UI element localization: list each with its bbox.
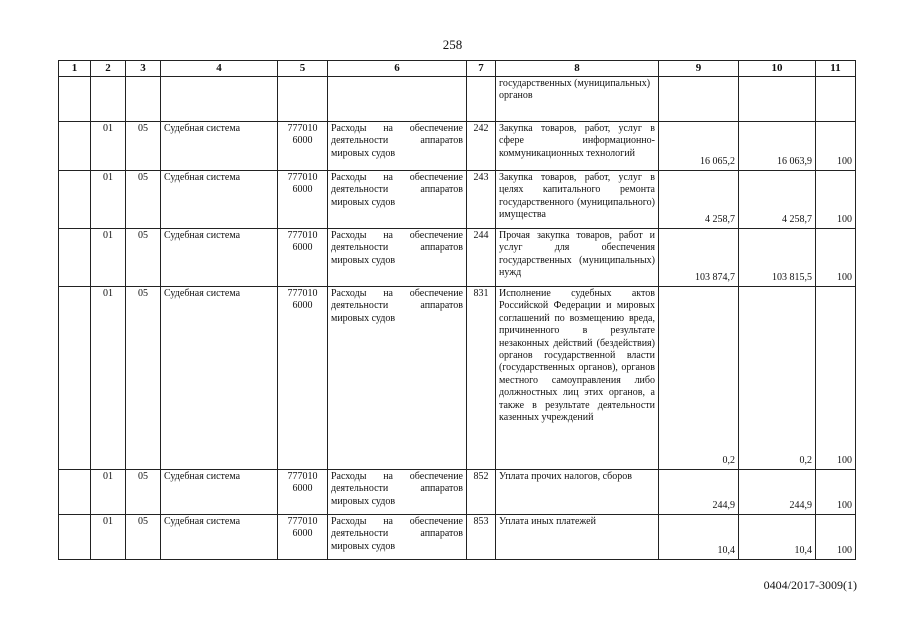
column-header: 11 [816,61,856,77]
target-item-name-cell: Расходы на обеспечение деятельности аппаратов мировых судов [328,229,467,287]
target-item-cell: 777010 6000 [278,287,328,470]
planned-amount-cell: 16 065,2 [659,122,739,171]
expense-type-name-cell: Закупка товаров, работ, услуг в сфере информационно-коммуникационных технологий [496,122,659,171]
subsection-code-cell: 05 [126,171,161,229]
column-header: 4 [161,61,278,77]
target-item-cell: 777010 6000 [278,171,328,229]
actual-amount-cell: 10,4 [739,515,816,560]
section-code-cell: 01 [91,122,126,171]
column-header: 6 [328,61,467,77]
subsection-code-cell: 05 [126,122,161,171]
target-item-name-cell: Расходы на обеспечение деятельности аппаратов мировых судов [328,171,467,229]
table-row [59,122,856,171]
budget-table [58,60,856,560]
column-header: 9 [659,61,739,77]
column-header: 3 [126,61,161,77]
target-item-cell: 777010 6000 [278,229,328,287]
expense-type-name-cell: Уплата прочих налогов, сборов [496,470,659,515]
planned-amount-cell: 4 258,7 [659,171,739,229]
actual-amount-cell: 244,9 [739,470,816,515]
row-number-cell [59,122,91,171]
section-name-cell: Судебная система [161,122,278,171]
page-number: 258 [442,37,463,52]
column-header: 5 [278,61,328,77]
actual-amount-cell: 16 063,9 [739,122,816,171]
section-name-cell: Судебная система [161,287,278,470]
planned-amount-cell: 103 874,7 [659,229,739,287]
continuation-cell: государственных (муниципальных) органов [496,77,659,122]
planned-amount-cell: 10,4 [659,515,739,560]
planned-amount-cell: 0,2 [659,287,739,470]
row-number-cell [59,470,91,515]
actual-amount-cell: 0,2 [739,287,816,470]
table-row [59,171,856,229]
section-code-cell: 01 [91,287,126,470]
expense-type-cell: 244 [467,229,496,287]
expense-type-name-cell: Уплата иных платежей [496,515,659,560]
continuation-row [59,77,856,122]
target-item-cell: 777010 6000 [278,122,328,171]
document-code: 0404/2017-3009(1) [763,578,857,592]
table-row [59,470,856,515]
section-name-cell: Судебная система [161,470,278,515]
row-number-cell [59,515,91,560]
section-code-cell: 01 [91,171,126,229]
subsection-code-cell: 05 [126,470,161,515]
row-number-cell [59,229,91,287]
target-item-name-cell: Расходы на обеспечение деятельности аппаратов мировых судов [328,287,467,470]
expense-type-cell: 242 [467,122,496,171]
column-header: 8 [496,61,659,77]
column-header: 2 [91,61,126,77]
execution-percent-cell: 100 [816,287,856,470]
expense-type-name-cell: Исполнение судебных актов Российской Федерации и мировых соглашений по возмещению вреда, причиненного в результате незаконных действий (бездействия) органов государственной власти (государственных органов), органов местного самоуправления либо должностных лиц этих органов, а также в результате деятельности казенных учреждений [496,287,659,470]
expense-type-cell: 831 [467,287,496,470]
header-row [59,61,856,77]
column-header: 7 [467,61,496,77]
section-name-cell: Судебная система [161,229,278,287]
execution-percent-cell: 100 [816,470,856,515]
execution-percent-cell: 100 [816,171,856,229]
row-number-cell [59,287,91,470]
section-name-cell: Судебная система [161,171,278,229]
expense-type-cell: 852 [467,470,496,515]
target-item-name-cell: Расходы на обеспечение деятельности аппаратов мировых судов [328,515,467,560]
section-name-cell: Судебная система [161,515,278,560]
expense-type-cell: 243 [467,171,496,229]
target-item-name-cell: Расходы на обеспечение деятельности аппаратов мировых судов [328,122,467,171]
section-code-cell: 01 [91,470,126,515]
execution-percent-cell: 100 [816,229,856,287]
row-number-cell [59,171,91,229]
section-code-cell: 01 [91,515,126,560]
execution-percent-cell: 100 [816,122,856,171]
column-header: 1 [59,61,91,77]
expense-type-name-cell: Прочая закупка товаров, работ и услуг для обеспечения государственных (муниципальных) нужд [496,229,659,287]
subsection-code-cell: 05 [126,515,161,560]
expense-type-name-cell: Закупка товаров, работ, услуг в целях капитального ремонта государственного (муниципального) имущества [496,171,659,229]
execution-percent-cell: 100 [816,515,856,560]
table-row [59,229,856,287]
target-item-cell: 777010 6000 [278,515,328,560]
planned-amount-cell: 244,9 [659,470,739,515]
column-header: 10 [739,61,816,77]
subsection-code-cell: 05 [126,287,161,470]
actual-amount-cell: 4 258,7 [739,171,816,229]
table-row [59,287,856,470]
section-code-cell: 01 [91,229,126,287]
expense-type-cell: 853 [467,515,496,560]
target-item-name-cell: Расходы на обеспечение деятельности аппаратов мировых судов [328,470,467,515]
table-row [59,515,856,560]
subsection-code-cell: 05 [126,229,161,287]
actual-amount-cell: 103 815,5 [739,229,816,287]
target-item-cell: 777010 6000 [278,470,328,515]
